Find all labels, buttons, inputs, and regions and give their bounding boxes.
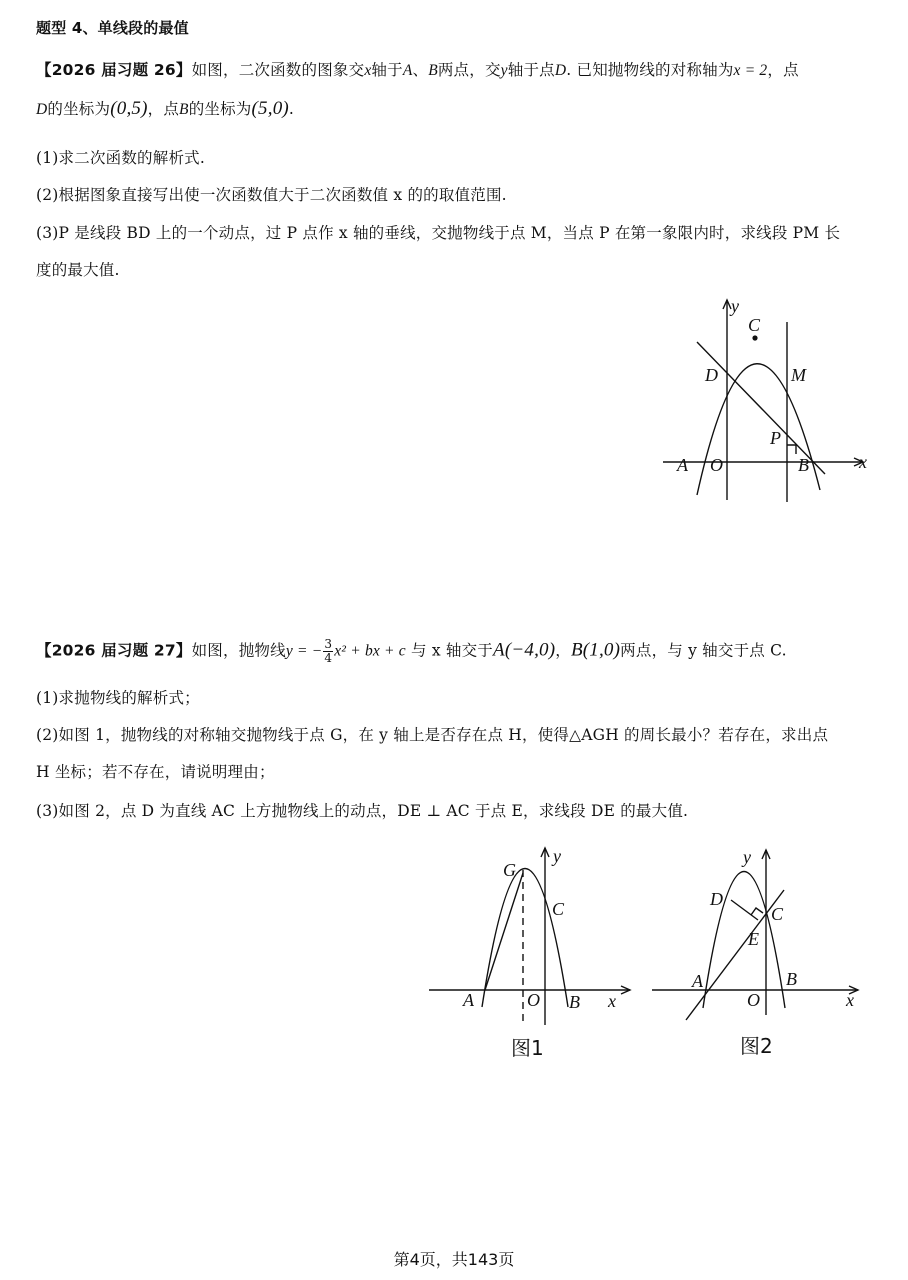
q26-point-b-coord: (5,0) [251, 98, 289, 119]
q27-equation-left: y = − [285, 642, 323, 660]
fig1-label-c: C [552, 899, 565, 919]
fig1-label-b: B [569, 992, 580, 1012]
q27-point-a: A(−4,0) [493, 639, 556, 661]
fig2-label-c: C [771, 904, 784, 924]
q26-label-b: B [798, 455, 809, 475]
q26-right-angle [787, 445, 796, 454]
fig2-label-b: B [786, 969, 797, 989]
fig2-label-x: x [846, 990, 854, 1010]
q26-label-a: A [677, 455, 688, 475]
q27-line-1: 【2026 届习题 27】如图，抛物线y = − $\frac{3}{4}$ x² + bx + c 与 x 轴交于A(−4,0)，B(1,0)两点，与 y 轴交于点 C. [36, 637, 787, 665]
fig2-line-ac [686, 890, 784, 1020]
fig2-label-d: D [710, 889, 723, 909]
q27-point-b: B(1,0) [570, 639, 621, 661]
q26-label-d: D [705, 365, 718, 385]
q27-part-2-line-2: H 坐标；若不存在，请说明理由； [36, 763, 275, 781]
q27-tag: 【2026 届习题 27】 [36, 641, 192, 660]
q26-part-2: (2)根据图象直接写出使一次函数值大于二次函数值 x 的的取值范围. [36, 186, 507, 204]
fig1-label-g: G [503, 860, 516, 880]
q27-part-2-line-1: (2)如图 1，抛物线的对称轴交抛物线于点 G，在 y 轴上是否存在点 H，使得△AGH 的周长最小？若存在，求出点 [36, 726, 829, 744]
q26-point-c [752, 335, 757, 340]
q26-label-p: P [770, 428, 781, 448]
q26-tag: 【2026 届习题 26】 [36, 61, 192, 79]
fig1-label-o: O [527, 990, 540, 1010]
fig1-label-x: x [608, 991, 616, 1011]
q26-part-3-line-1: (3)P 是线段 BD 上的一个动点，过 P 点作 x 轴的垂线，交抛物线于点 M，当点 P 在第一象限内时，求线段 PM 长 [36, 224, 841, 242]
q27-part-1: (1)求抛物线的解析式； [36, 689, 200, 707]
q26-part-3-line-2: 度的最大值. [36, 261, 120, 279]
fig1-caption: 图1 [511, 1036, 544, 1060]
q26-label-x: x [859, 452, 867, 472]
q26-line-2: D的坐标为(0,5)，点B的坐标为(5,0). [36, 98, 295, 119]
q26-label-y: y [731, 296, 739, 316]
q26-axis-eq: x = 2 [733, 62, 768, 79]
q26-label-o: O [710, 455, 723, 475]
page-footer: 第4页，共143页 [393, 1250, 515, 1269]
q26-label-c: C [748, 315, 761, 335]
q26-part-1: (1)求二次函数的解析式. [36, 149, 205, 167]
fig2-caption: 图2 [740, 1034, 773, 1058]
q27-fraction: $\frac{3}{4}$ [324, 637, 333, 665]
fig2-label-o: O [747, 990, 760, 1010]
q26-label-m: M [791, 365, 806, 385]
q26-point-d-coord: (0,5) [110, 98, 148, 119]
q27-figure-1 [425, 840, 637, 1068]
q26-line-1: 【2026 届习题 26】如图，二次函数的图象交x轴于A、B两点，交y轴于点D. 已知抛物线的对称轴为x = 2，点 [36, 61, 799, 79]
fig2-right-angle [751, 908, 763, 915]
fig1-label-y: y [553, 846, 561, 866]
fig1-segment-ag [485, 873, 523, 990]
q27-part-3: (3)如图 2，点 D 为直线 AC 上方抛物线上的动点，DE ⊥ AC 于点 E，求线段 DE 的最大值. [36, 802, 689, 820]
fig2-label-e: E [748, 929, 759, 949]
q27-figure-2 [648, 840, 868, 1068]
fig1-label-a: A [463, 990, 474, 1010]
q26-figure [655, 290, 875, 510]
fig2-label-y: y [743, 847, 751, 867]
fig2-label-a: A [692, 971, 703, 991]
section-title: 题型 4、单线段的最值 [36, 19, 189, 37]
fig1-parabola [482, 869, 568, 1008]
q27-equation-right: x² + bx + c [334, 642, 406, 660]
